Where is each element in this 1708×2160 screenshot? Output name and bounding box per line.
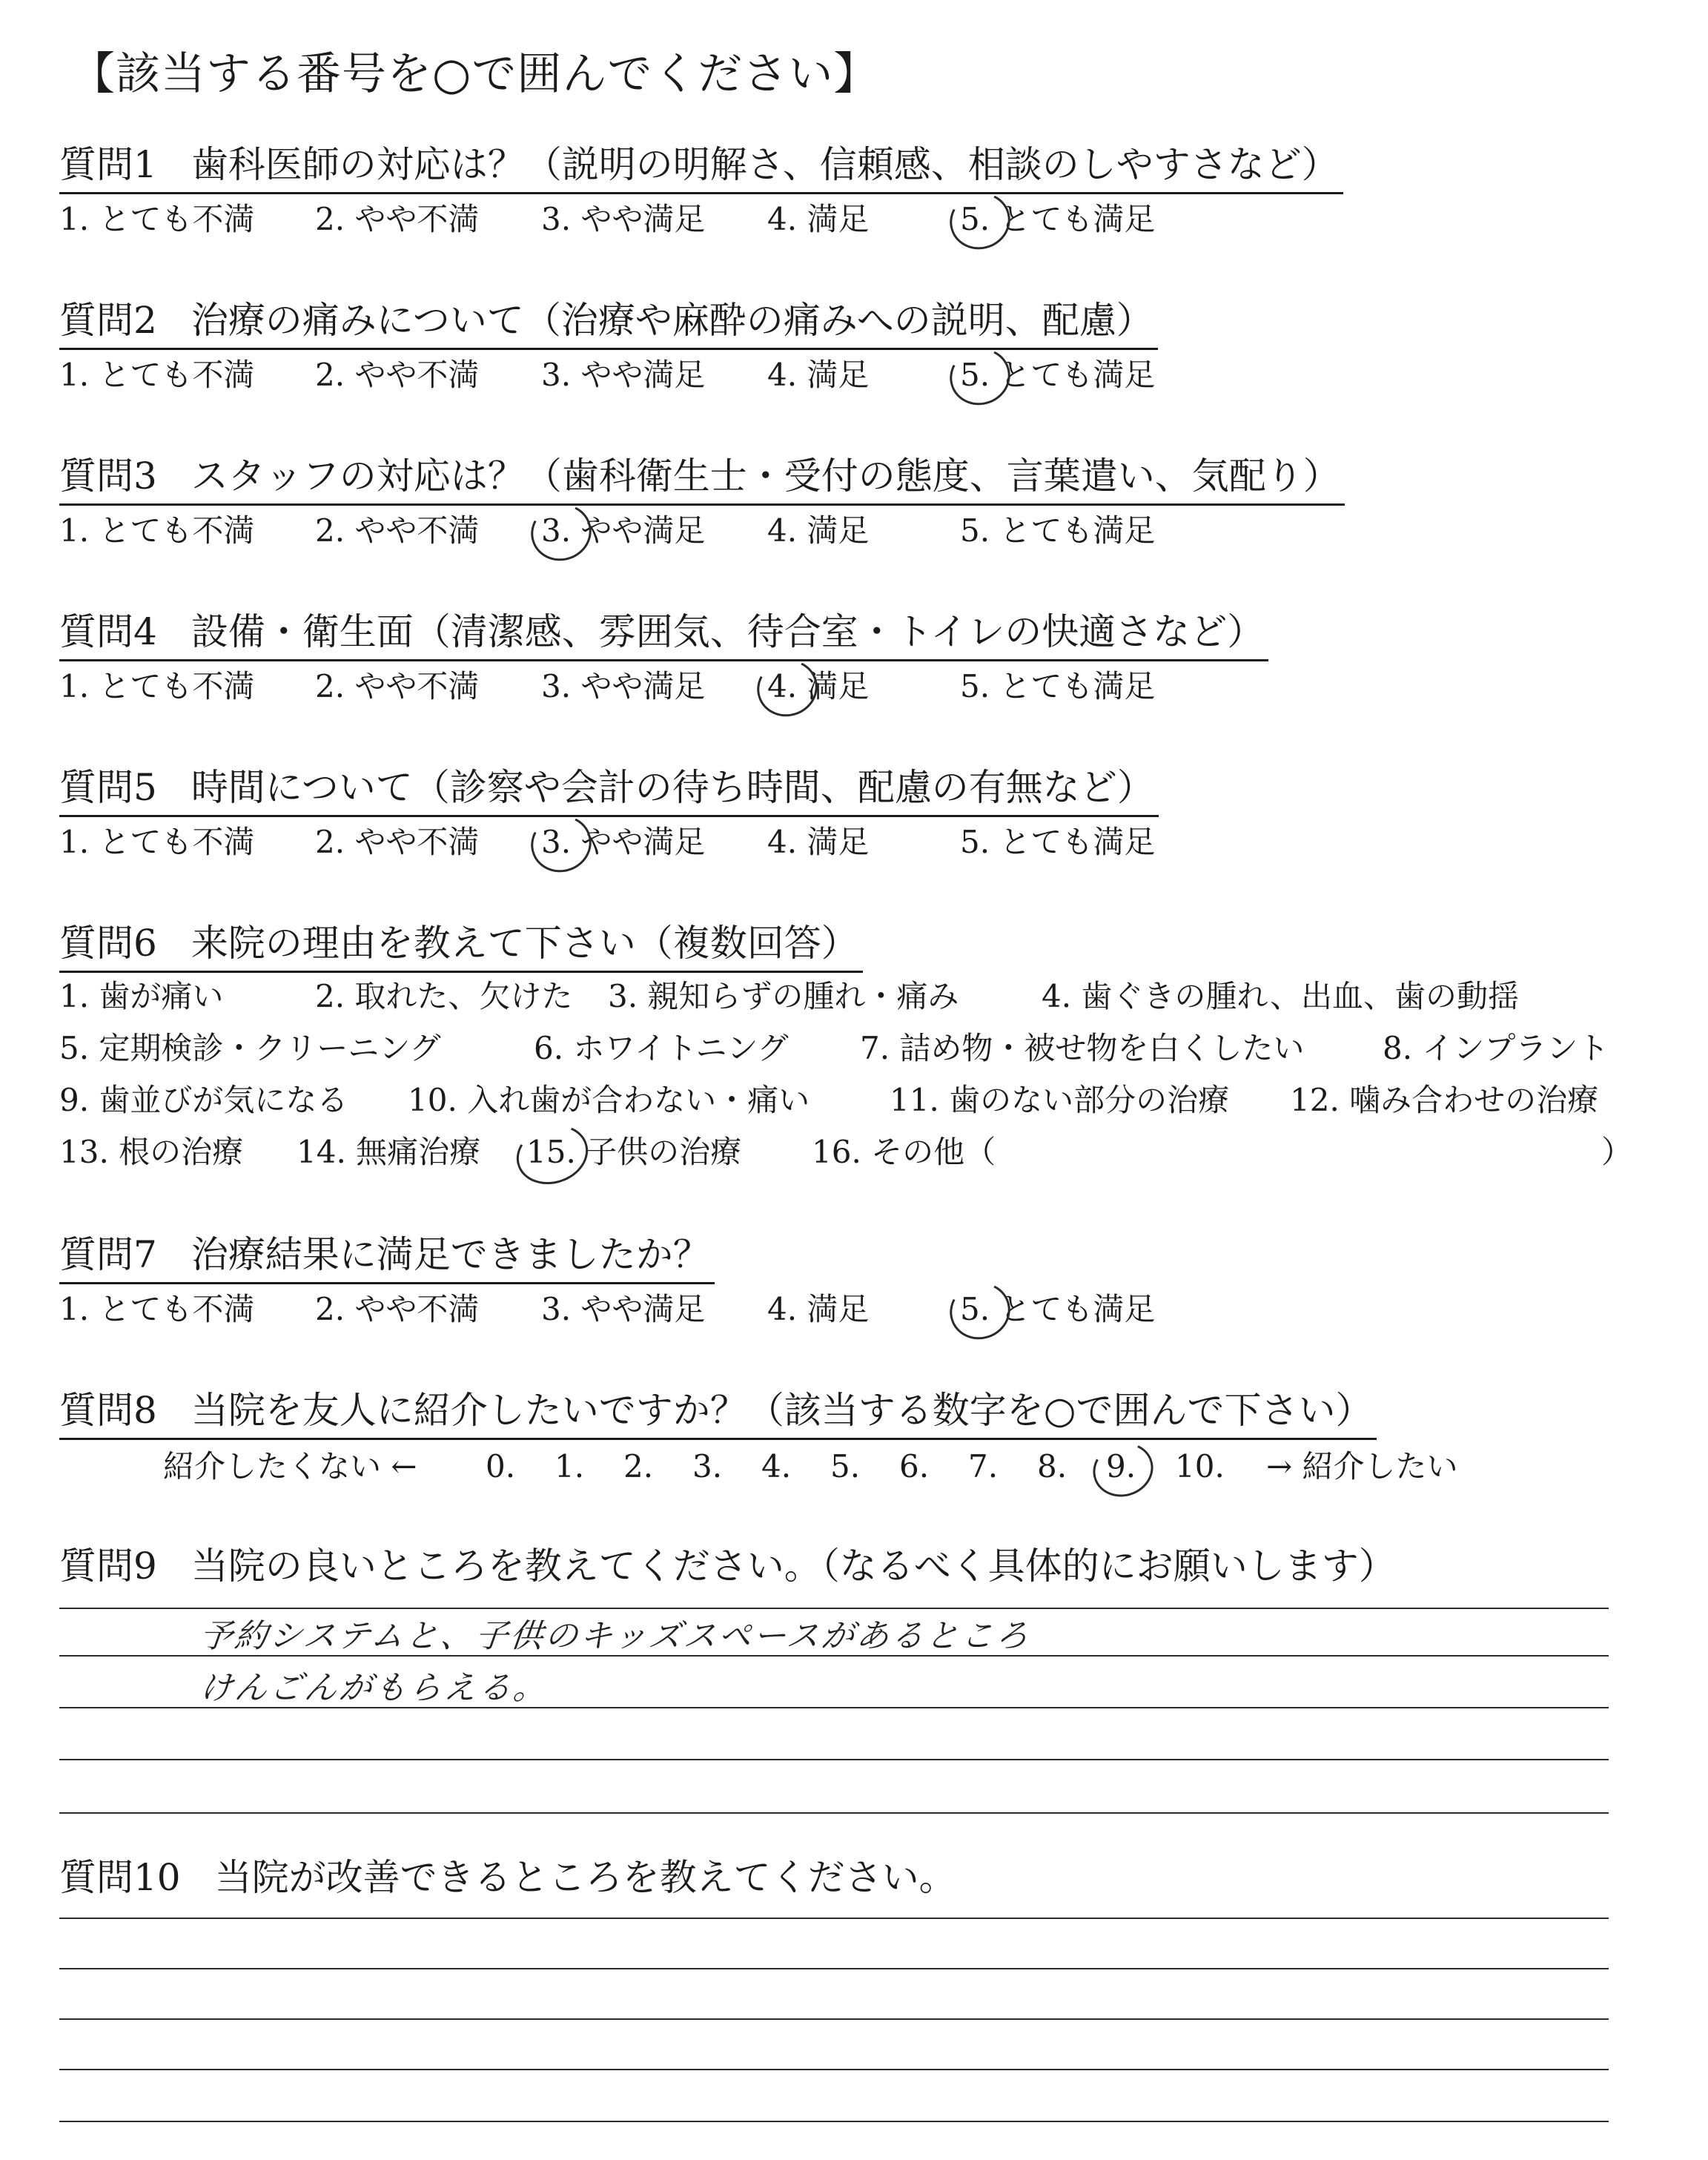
option-2[interactable]: 2. やや不満: [315, 1291, 480, 1327]
question-number: 質問7: [59, 1233, 157, 1276]
selection-circle: [523, 496, 598, 569]
answer-line: [59, 1968, 1609, 1969]
reason-option[interactable]: 8. インプラント: [1383, 1030, 1609, 1066]
answer-options: [59, 350, 1690, 400]
question-heading: [59, 1227, 715, 1284]
option-1[interactable]: 1. とても不満: [59, 357, 255, 393]
reason-row: [59, 973, 1690, 1025]
question-2: [59, 293, 1690, 400]
scale-left-label: 紹介したくない ←: [163, 1448, 417, 1484]
answer-line: [59, 2121, 1609, 2122]
question-6: [59, 916, 1690, 1180]
option-1[interactable]: 1. とても不満: [59, 512, 255, 549]
option-5[interactable]: 5. とても満足: [960, 512, 1156, 549]
question-heading: [59, 1383, 1377, 1440]
question-heading: [59, 760, 1159, 817]
option-3[interactable]: 3. やや満足: [541, 1291, 706, 1327]
scale-value-8[interactable]: 8.: [1037, 1448, 1068, 1484]
option-3[interactable]: 3. やや満足: [541, 512, 706, 549]
question-text: 設備・衛生面（清潔感、雰囲気、待合室・トイレの快適さなど）: [191, 610, 1265, 653]
recommend-scale: [59, 1440, 1690, 1498]
reason-row: [59, 1025, 1690, 1077]
scale-value-9[interactable]: 9.: [1106, 1448, 1136, 1484]
question-number: 質問4: [59, 610, 157, 653]
question-4: [59, 604, 1690, 712]
reason-option[interactable]: 5. 定期検診・クリーニング: [59, 1030, 441, 1066]
question-7: [59, 1227, 1690, 1335]
question-10: [59, 1850, 1690, 1905]
option-2[interactable]: 2. やや不満: [315, 512, 480, 549]
question-heading: [59, 1539, 1400, 1593]
answer-line: [59, 2069, 1609, 2070]
question-number: 質問3: [59, 455, 157, 498]
answer-options: [59, 1284, 1690, 1335]
reason-option[interactable]: 15. 子供の治療: [526, 1134, 742, 1170]
question-text: 来院の理由を教えて下さい（複数回答）: [191, 922, 858, 965]
scale-value-4[interactable]: 4.: [761, 1448, 792, 1484]
option-5[interactable]: 5. とても満足: [960, 357, 1156, 393]
reason-option[interactable]: 1. 歯が痛い: [59, 978, 224, 1014]
option-3[interactable]: 3. やや満足: [541, 357, 706, 393]
answer-options: [59, 194, 1690, 245]
scale-value-0[interactable]: 0.: [486, 1448, 516, 1484]
option-2[interactable]: 2. やや不満: [315, 824, 480, 860]
question-5: [59, 760, 1690, 868]
scale-value-3[interactable]: 3.: [692, 1448, 723, 1484]
answer-line: [59, 2018, 1609, 2020]
question-9: [59, 1539, 1690, 1593]
handwritten-answer: 予約システムと、子供のキッズスペースがあるところ: [197, 1617, 1033, 1655]
question-text: 当院の良いところを教えてください。（なるべく具体的にお願いします）: [191, 1545, 1396, 1588]
option-4[interactable]: 4. 満足: [767, 668, 870, 704]
selection-circle: [942, 340, 1017, 413]
question-heading: [59, 137, 1343, 194]
option-1[interactable]: 1. とても不満: [59, 668, 255, 704]
question-number: 質問6: [59, 922, 157, 965]
scale-right-label: → 紹介したい: [1266, 1448, 1458, 1484]
reason-option[interactable]: 2. 取れた、欠けた: [315, 978, 573, 1014]
reason-option[interactable]: 14. 無痛治療: [297, 1134, 481, 1170]
scale-value-10[interactable]: 10.: [1175, 1448, 1225, 1484]
question-text: スタッフの対応は？（歯科衛生士・受付の態度、言葉遣い、気配り）: [191, 455, 1340, 498]
question-number: 質問2: [59, 299, 157, 342]
question-text: 治療の痛みについて（治療や麻酔の痛みへの説明、配慮）: [191, 299, 1153, 342]
question-number: 質問8: [59, 1389, 157, 1432]
option-3[interactable]: 3. やや満足: [541, 668, 706, 704]
question-text: 治療結果に満足できましたか？: [191, 1233, 710, 1276]
reason-option[interactable]: 10. 入れ歯が合わない・痛い: [408, 1082, 810, 1118]
question-heading: [59, 449, 1345, 506]
option-4[interactable]: 4. 満足: [767, 357, 870, 393]
option-5[interactable]: 5. とても満足: [960, 201, 1156, 237]
answer-options: [59, 506, 1690, 556]
option-4[interactable]: 4. 満足: [767, 1291, 870, 1327]
question-3: [59, 449, 1690, 556]
page-title: 【該当する番号を○で囲んでください】: [70, 48, 879, 100]
reason-option[interactable]: 11. 歯のない部分の治療: [890, 1082, 1230, 1118]
question-number: 質問5: [59, 766, 157, 809]
reason-option[interactable]: 7. 詰め物・被せ物を白くしたい: [860, 1030, 1305, 1066]
answer-options: [59, 817, 1690, 868]
selection-circle: [942, 1275, 1017, 1347]
question-8: [59, 1383, 1690, 1498]
answer-line: [59, 1707, 1609, 1708]
scale-value-5[interactable]: 5.: [830, 1448, 861, 1484]
question-heading: [59, 293, 1158, 350]
answer-line: [59, 1812, 1609, 1814]
scale-value-6[interactable]: 6.: [899, 1448, 930, 1484]
answer-line: [59, 1655, 1609, 1657]
selection-circle: [1086, 1435, 1160, 1505]
scale-value-2[interactable]: 2.: [623, 1448, 654, 1484]
question-number: 質問9: [59, 1545, 157, 1588]
reason-option[interactable]: 3. 親知らずの腫れ・痛み: [608, 978, 959, 1014]
reason-option[interactable]: 16. その他（: [812, 1134, 996, 1170]
scale-value-1[interactable]: 1.: [555, 1448, 585, 1484]
reason-option[interactable]: 13. 根の治療: [59, 1134, 244, 1170]
question-number: 質問1: [59, 143, 157, 186]
reason-options: [59, 973, 1690, 1180]
answer-line: [59, 1759, 1609, 1760]
question-heading: [59, 916, 863, 973]
question-text: 時間について（診察や会計の待ち時間、配慮の有無など）: [191, 766, 1154, 809]
option-1[interactable]: 1. とても不満: [59, 1291, 255, 1327]
option-3[interactable]: 3. やや満足: [541, 201, 706, 237]
question-text: 歯科医師の対応は？（説明の明解さ、信頼感、相談のしやすさなど）: [191, 143, 1339, 186]
option-1[interactable]: 1. とても不満: [59, 824, 255, 860]
question-heading: [59, 1850, 961, 1905]
question-number: 質問10: [59, 1856, 181, 1899]
answer-line: [59, 1918, 1609, 1919]
option-4[interactable]: 4. 満足: [767, 824, 870, 860]
option-4[interactable]: 4. 満足: [767, 201, 870, 237]
option-5[interactable]: 5. とても満足: [960, 1291, 1156, 1327]
handwritten-answer: けんごんがもらえる。: [197, 1669, 551, 1707]
option-2[interactable]: 2. やや不満: [315, 668, 480, 704]
question-text: 当院を友人に紹介したいですか？（該当する数字を○で囲んで下さい）: [191, 1389, 1373, 1432]
reason-row: [59, 1077, 1690, 1129]
option-5[interactable]: 5. とても満足: [960, 824, 1156, 860]
answer-options: [59, 661, 1690, 712]
option-3[interactable]: 3. やや満足: [541, 824, 706, 860]
question-heading: [59, 604, 1268, 661]
reason-option[interactable]: 12. 噛み合わせの治療: [1290, 1082, 1599, 1118]
option-2[interactable]: 2. やや不満: [315, 357, 480, 393]
option-2[interactable]: 2. やや不満: [315, 201, 480, 237]
question-1: [59, 137, 1690, 245]
reason-option[interactable]: 4. 歯ぐきの腫れ、出血、歯の動揺: [1042, 978, 1519, 1014]
question-text: 当院が改善できるところを教えてください。: [214, 1856, 956, 1899]
reason-option[interactable]: 6. ホワイトニング: [534, 1030, 789, 1066]
option-5[interactable]: 5. とても満足: [960, 668, 1156, 704]
selection-circle: [749, 652, 824, 724]
scale-value-7[interactable]: 7.: [968, 1448, 999, 1484]
other-close-paren: ）: [1601, 1134, 1633, 1170]
reason-row: [59, 1129, 1690, 1180]
selection-circle: [942, 185, 1017, 257]
option-1[interactable]: 1. とても不満: [59, 201, 255, 237]
reason-option[interactable]: 9. 歯並びが気になる: [59, 1082, 348, 1118]
selection-circle: [523, 807, 598, 880]
option-4[interactable]: 4. 満足: [767, 512, 870, 549]
